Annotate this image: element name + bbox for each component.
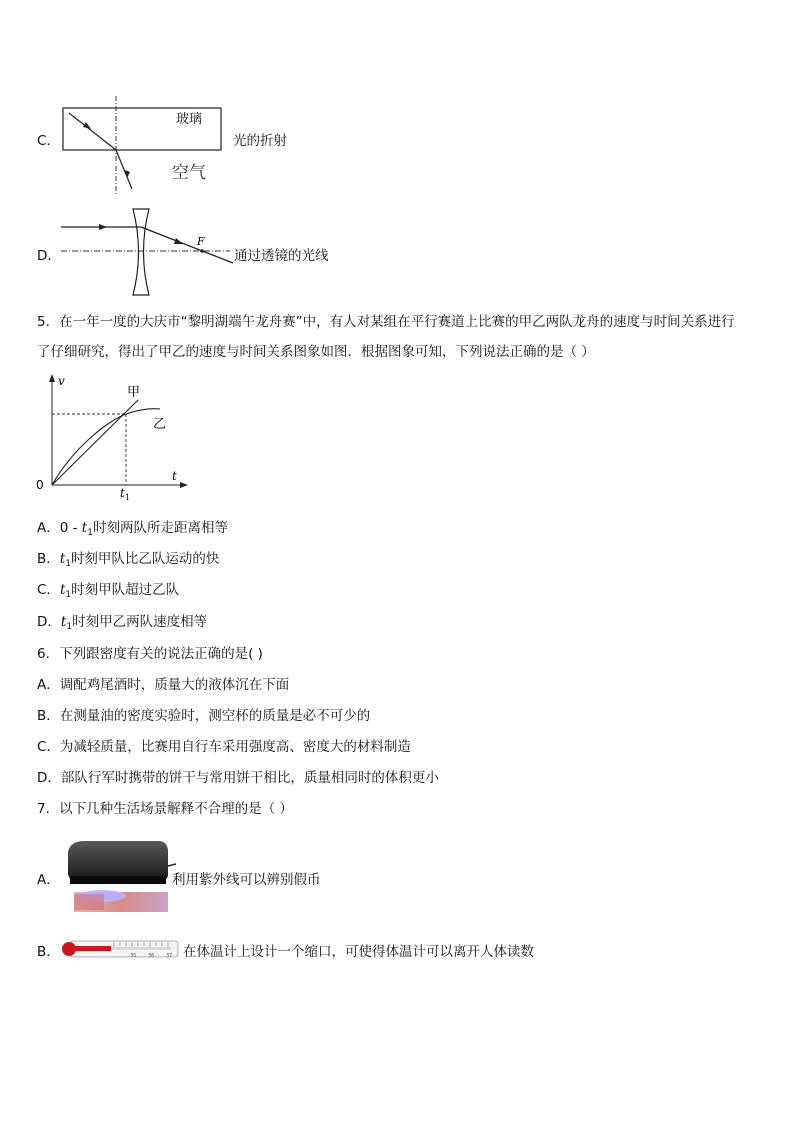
origin-label: 0 bbox=[36, 478, 44, 492]
q4-option-d-letter: D． bbox=[37, 248, 61, 264]
refraction-diagram bbox=[55, 96, 235, 196]
jia-line bbox=[52, 400, 138, 485]
yi-label: 乙 bbox=[153, 417, 167, 432]
jia-label: 甲 bbox=[127, 385, 141, 400]
q6-option-a: A．调配鸡尾酒时，质量大的液体沉在下面 bbox=[37, 677, 290, 693]
q6-option-c: C．为减轻质量，比赛用自行车采用强度高、密度大的材料制造 bbox=[37, 739, 411, 755]
scale-37: 37 bbox=[166, 953, 173, 959]
q5-stem-line1: 5．在一年一度的大庆市“黎明湖端午龙舟赛”中，有人对某组在平行赛道上比赛的甲乙两队龙舟的速度与时间关系进行 bbox=[37, 314, 735, 330]
lens-diagram bbox=[55, 205, 235, 300]
q7-option-a-letter: A． bbox=[37, 872, 60, 888]
t1-label: $t_1$ bbox=[120, 486, 130, 502]
q6-stem: 6．下列跟密度有关的说法正确的是( ) bbox=[37, 646, 263, 662]
v-axis-label: v bbox=[58, 374, 65, 388]
t-axis-label: t bbox=[172, 469, 177, 483]
q5-stem-line2: 了仔细研究，得出了甲乙的速度与时间关系图象如图．根据图象可知，下列说法正确的是（ ） bbox=[37, 344, 595, 360]
q4-option-c-letter: C． bbox=[37, 133, 60, 149]
q7-option-a-caption: 利用紫外线可以辨别假币 bbox=[172, 872, 321, 888]
q6-option-b: B．在测量油的密度实验时，测空杯的质量是必不可少的 bbox=[37, 708, 371, 724]
q5-option-d: D．$t_1$时刻甲乙两队速度相等 bbox=[37, 614, 208, 632]
uv-lamp-image bbox=[64, 836, 176, 914]
yi-curve bbox=[52, 409, 160, 485]
glass-label: 玻璃 bbox=[176, 112, 203, 127]
velocity-time-graph bbox=[30, 370, 195, 505]
air-label: 空气 bbox=[172, 163, 206, 183]
q4-option-c-caption: 光的折射 bbox=[233, 133, 287, 149]
q5-option-c: C．$t_1$时刻甲队超过乙队 bbox=[37, 582, 180, 600]
q5-option-a: A．$0 - t_1$时刻两队所走距离相等 bbox=[37, 520, 228, 538]
focus-label: F bbox=[197, 235, 205, 248]
q7-option-b-caption: 在体温计上设计一个缩口，可使得体温计可以离开人体读数 bbox=[183, 944, 534, 960]
scale-36: 36 bbox=[148, 953, 155, 959]
scale-35: 35 bbox=[130, 953, 137, 959]
q4-option-d-caption: 通过透镜的光线 bbox=[234, 248, 329, 264]
thermometer-image bbox=[60, 938, 180, 960]
q7-stem: 7．以下几种生活场景解释不合理的是（ ） bbox=[37, 801, 293, 817]
q6-option-d: D．部队行军时携带的饼干与常用饼干相比，质量相同时的体积更小 bbox=[37, 770, 439, 786]
q7-option-b-letter: B． bbox=[37, 944, 60, 960]
q5-option-b: B．$t_1$时刻甲队比乙队运动的快 bbox=[37, 551, 220, 569]
